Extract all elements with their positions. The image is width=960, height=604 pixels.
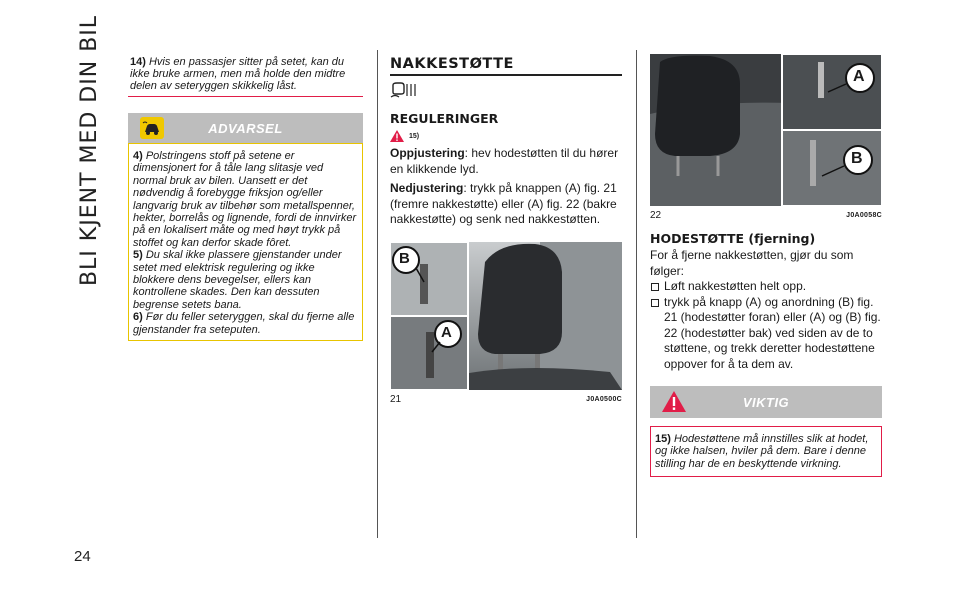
advarsel-title: ADVARSEL	[208, 120, 283, 136]
advarsel-banner	[128, 113, 363, 143]
column-middle	[390, 56, 622, 405]
figure-22-label-b: B	[851, 150, 863, 167]
bullet-box-icon	[651, 283, 659, 291]
oppjustering-paragraph: Oppjustering: hev hodestøtten til du hører en klikkende lyd.	[390, 146, 619, 176]
column-divider	[377, 50, 378, 538]
advarsel-box	[128, 143, 363, 341]
figure-21-code: J0A0500C	[586, 395, 622, 403]
advarsel-item: 4) Polstringens stoff på setene er dimensjonert for å tåle lang slitasje ved normal bruk av bilen. Uansett er det nødvendig å forebygge friksjon og/eller langvarig bruk av tilbehør som metallspenner, hekter, borrelås og lignende, fordi de innvirker på en lokalisert måte og med høyt trykk på stoffet og kan derfor skade fôret.	[133, 150, 357, 249]
chapter-title-text: BLI KJENT MED DIN BIL	[77, 14, 103, 286]
viktig-text: 15) Hodestøttene må innstilles slik at hodet, og ikke halsen, hviler på dem. Bare i denne stilling har de en beskyttende virkning.	[655, 433, 869, 470]
bullet-box-icon	[651, 299, 659, 307]
note-number: 14)	[130, 56, 146, 68]
subheading-fjerning: HODESTØTTE (fjerning)	[650, 231, 816, 246]
nedjustering-paragraph: Nedjustering: trykk på knappen (A) fig. 21 (fremre nakkestøtte) eller (A) fig. 22 (bakre nakkestøtte) og senk ned nakkestøtten.	[390, 181, 617, 226]
fjerning-step: trykk på knapp (A) og anordning (B) fig. 21 (hodestøtter foran) eller (A) og (B) fig. 22 (hodestøtter bak) ved siden av de to støttene, og trekk deretter hodestøttene oppover for å ta dem av.	[650, 295, 882, 373]
figure-22-code: J0A0058C	[846, 212, 882, 219]
fjerning-step: Løft nakkestøtten helt opp.	[650, 279, 882, 295]
figure-22-label-a: A	[853, 68, 865, 85]
note-14	[128, 56, 363, 97]
page-number: 24	[74, 548, 91, 565]
ref-row	[390, 130, 622, 142]
warning-triangle-icon	[390, 130, 404, 142]
headrest-icon	[390, 82, 416, 100]
viktig-box	[650, 426, 882, 477]
column-right	[650, 56, 882, 477]
fjerning-intro: For å fjerne nakkestøtten, gjør du som følger:	[650, 248, 854, 278]
figure-22-photo	[650, 54, 882, 206]
column-left	[128, 56, 363, 341]
figure-21-number: 21	[390, 393, 402, 405]
subheading-reguleringer: REGULERINGER	[390, 111, 499, 126]
advarsel-item: 5) Du skal ikke plassere gjenstander under setet med elektrisk regulering og ikke blokkere dens bevegelser, ellers kan kontrollene skades. Den kan dessuten begrense setets bana.	[133, 249, 342, 311]
section-title: NAKKESTØTTE	[390, 56, 514, 72]
ref-number: 15)	[409, 132, 420, 140]
figure-21-photo	[390, 242, 622, 390]
section-rule	[390, 74, 622, 76]
figure-22-caption	[650, 210, 882, 221]
car-warning-icon	[140, 117, 164, 139]
advarsel-item: 6) Før du feller seteryggen, skal du fjerne alle gjenstander fra seteputen.	[133, 311, 355, 336]
note-text: Hvis en passasjer sitter på setet, kan du ikke bruke armen, men må holde den midtre delen av seteryggen skikkelig låst.	[130, 56, 346, 92]
chapter-title	[70, 0, 110, 300]
figure-21-label-b: B	[399, 249, 410, 267]
column-divider	[636, 50, 637, 538]
figure-21-caption	[390, 394, 622, 405]
figure-22-number: 22	[650, 210, 662, 221]
figure-21-label-a: A	[441, 323, 452, 341]
viktig-banner	[650, 386, 882, 418]
viktig-title: VIKTIG	[742, 394, 790, 410]
warning-triangle-icon	[662, 391, 686, 413]
